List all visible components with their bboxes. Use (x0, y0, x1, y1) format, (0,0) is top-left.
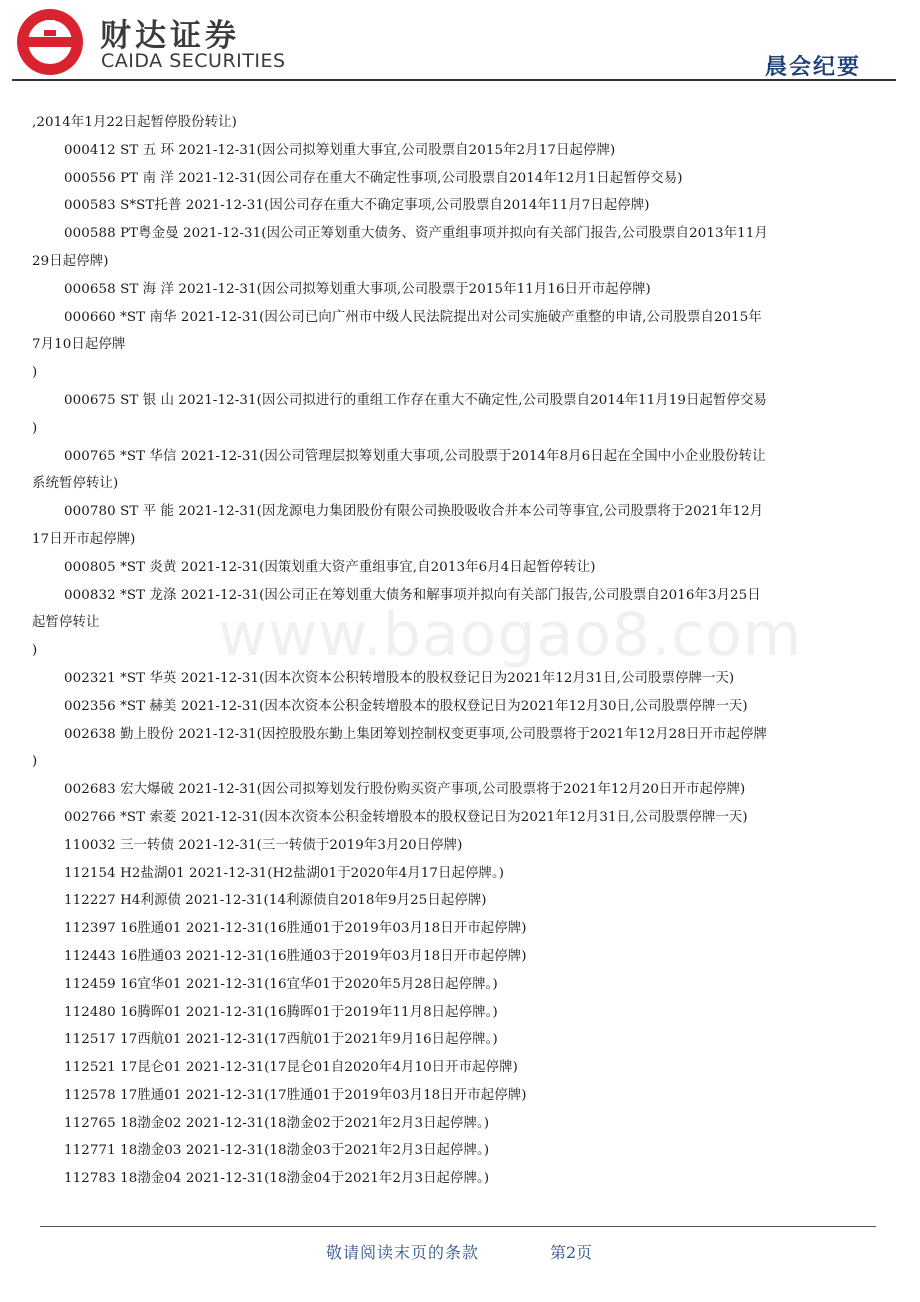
list-line: ) (32, 420, 38, 436)
list-line: 112227 H4利源债 2021-12-31(14利源债自2018年9月25日起停牌) (64, 893, 487, 909)
list-line: 002638 勤上股份 2021-12-31(因控股股东勤上集团筹划控制权变更事项,公司股票将于2021年12月28日开市起停牌 (64, 726, 767, 742)
list-line: 112517 17西航01 2021-12-31(17西航01于2021年9月16日起停牌。) (64, 1032, 498, 1048)
list-line: 112765 18渤金02 2021-12-31(18渤金02于2021年2月3日起停牌。) (64, 1115, 490, 1131)
list-line: 起暂停转让 (32, 615, 100, 631)
list-line: 000660 *ST 南华 2021-12-31(因公司已向广州市中级人民法院提出对公司实施破产重整的申请,公司股票自2015年 (64, 309, 762, 325)
list-line: ) (32, 643, 38, 659)
list-line: 112480 16腾晖01 2021-12-31(16腾晖01于2019年11月8日起停牌。) (64, 1004, 498, 1020)
list-line: 002683 宏大爆破 2021-12-31(因公司拟筹划发行股份购买资产事项,公司股票将于2021年12月20日开市起停牌) (64, 782, 746, 798)
document-type-label: 晨会纪要 (765, 55, 862, 80)
list-line: 000658 ST 海 洋 2021-12-31(因公司拟筹划重大事项,公司股票于2015年11月16日开市起停牌) (64, 281, 651, 297)
list-line: 112459 16宜华01 2021-12-31(16宜华01于2020年5月28日起停牌。) (64, 976, 498, 992)
caida-logo-icon (14, 6, 86, 78)
list-line: 000556 PT 南 洋 2021-12-31(因公司存在重大不确定性事项,公司股票自2014年12月1日起暂停交易) (64, 170, 683, 186)
list-line: 002356 *ST 赫美 2021-12-31(因本次资本公积金转增股本的股权登记日为2021年12月30日,公司股票停牌一天) (64, 698, 748, 714)
list-line: 002321 *ST 华英 2021-12-31(因本次资本公积转增股本的股权登记日为2021年12月31日,公司股票停牌一天) (64, 670, 735, 686)
list-line: 000832 *ST 龙涤 2021-12-31(因公司正在筹划重大债务和解事项并拟向有关部门报告,公司股票自2016年3月25日 (64, 587, 761, 603)
list-line: 000780 ST 平 能 2021-12-31(因龙源电力集团股份有限公司换股吸收合并本公司等事宜,公司股票将于2021年12月 (64, 504, 764, 520)
list-line: 112578 17胜通01 2021-12-31(17胜通01于2019年03月18日开市起停牌) (64, 1087, 527, 1103)
list-line: 000588 PT粤金曼 2021-12-31(因公司正筹划重大债务、资产重组事项并拟向有关部门报告,公司股票自2013年11月 (64, 226, 768, 242)
list-line: 000412 ST 五 环 2021-12-31(因公司拟筹划重大事宜,公司股票自2015年2月17日起停牌) (64, 142, 616, 158)
brand-name-en: CAIDA SECURITIES (101, 50, 286, 72)
list-line: 000805 *ST 炎黄 2021-12-31(因策划重大资产重组事宜,自2013年6月4日起暂停转让) (64, 559, 596, 575)
list-line: ) (32, 365, 38, 381)
list-line: 112771 18渤金03 2021-12-31(18渤金03于2021年2月3日起停牌。) (64, 1143, 490, 1159)
list-line: 7月10日起停牌 (32, 337, 126, 353)
header-divider (12, 79, 896, 81)
watermark: www.baogao8.com (218, 600, 803, 670)
list-line: 112521 17昆仑01 2021-12-31(17昆仑01自2020年4月10日开市起停牌) (64, 1060, 518, 1076)
list-line: 29日起停牌) (32, 253, 109, 269)
list-line: 112443 16胜通03 2021-12-31(16胜通03于2019年03月18日开市起停牌) (64, 948, 527, 964)
list-line: 112783 18渤金04 2021-12-31(18渤金04于2021年2月3日起停牌。) (64, 1171, 490, 1187)
footer-disclaimer-note: 敬请阅读末页的条款 (326, 1243, 480, 1262)
brand-name-cn: 财达证券 (100, 18, 240, 54)
page-number: 第2页 (550, 1243, 593, 1262)
list-line: 17日开市起停牌) (32, 531, 136, 547)
page-header (0, 0, 920, 90)
list-line: 000583 S*ST托普 2021-12-31(因公司存在重大不确定事项,公司股票自2014年11月7日起停牌) (64, 198, 650, 214)
list-line: 000765 *ST 华信 2021-12-31(因公司管理层拟筹划重大事项,公司股票于2014年8月6日起在全国中小企业股份转让 (64, 448, 766, 464)
list-line: 112397 16胜通01 2021-12-31(16胜通01于2019年03月18日开市起停牌) (64, 921, 527, 937)
list-line: ,2014年1月22日起暂停股份转让) (32, 115, 237, 130)
list-line: ) (32, 754, 38, 770)
list-line: 002766 *ST 索菱 2021-12-31(因本次资本公积金转增股本的股权登记日为2021年12月31日,公司股票停牌一天) (64, 809, 748, 825)
list-line: 110032 三一转债 2021-12-31(三一转债于2019年3月20日停牌) (64, 837, 463, 853)
footer-divider (40, 1226, 876, 1227)
list-line: 系统暂停转让) (32, 476, 119, 492)
list-line: 112154 H2盐湖01 2021-12-31(H2盐湖01于2020年4月17日起停牌。) (64, 865, 505, 881)
list-line: 000675 ST 银 山 2021-12-31(因公司拟进行的重组工作存在重大不确定性,公司股票自2014年11月19日起暂停交易 (64, 392, 767, 408)
